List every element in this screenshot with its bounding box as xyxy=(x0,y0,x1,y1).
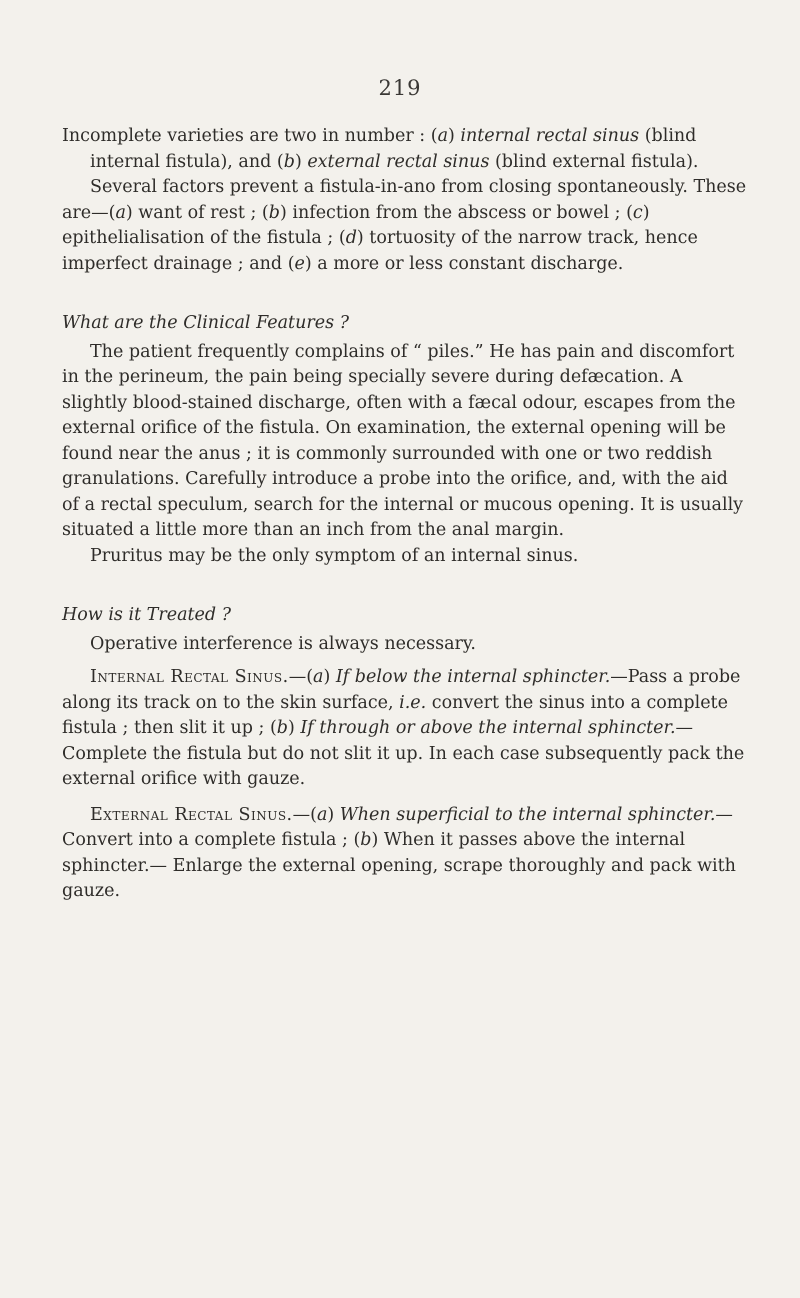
paragraph-clinical-features: The patient frequently complains of “ piles.” He has pain and discomfort in the perineum, the pain being specially severe during defæcation. A slightly blood-stained discharge, often with a fæcal odour, escapes from the external orifice of the fistula. On examination, the external opening will be found near the anus ; it is commonly surrounded with one or two reddish granulations. Carefully introduce a probe into the orifice, and, with the aid of a rectal speculum, search for the internal or mucous opening. It is usually situated a little more than an inch from the anal margin. xyxy=(62,341,744,540)
paragraph-factors: Several factors prevent a fistula-in-ano from closing spontaneously. These are—(a) want of rest ; (b) infection from the abscess or bowel ; (c) epithelialisation of the fistula ; (d) tortuosity of the narrow track, hence imperfect drainage ; and (e) a more or less constant discharge. xyxy=(62,177,747,274)
section-title-external-rectal-sinus: External Rectal Sinus. xyxy=(90,804,293,825)
page-body xyxy=(62,124,748,905)
paragraph-external-rectal-sinus: External Rectal Sinus.—(a) When superficial to the internal sphincter.—Convert into a complete fistula ; (b) When it passes above the internal sphincter.— Enlarge the external opening, scrape thoroughly and pack with gauze. xyxy=(62,804,736,901)
term-internal-rectal-sinus: internal rectal sinus xyxy=(460,126,640,146)
paragraph-incomplete-varieties: Incomplete varieties are two in number : (a) internal rectal sinus (blind internal fistula), and (b) external rectal sinus (blind external fistula). xyxy=(62,126,699,172)
paragraph-internal-rectal-sinus: Internal Rectal Sinus.—(a) If below the internal sphincter.—Pass a probe along its track on to the skin surface, i.e. convert the sinus into a complete fistula ; then slit it up ; (b) If through or above the internal sphincter.—Complete the fistula but do not slit it up. In each case subsequently pack the external orifice with gauze. xyxy=(62,667,745,789)
page-number: 219 xyxy=(378,76,422,100)
paragraph-operative: Operative interference is always necessary. xyxy=(90,633,476,654)
heading-treatment: How is it Treated ? xyxy=(62,605,232,625)
paragraph-pruritus: Pruritus may be the only symptom of an internal sinus. xyxy=(90,545,579,566)
heading-clinical-features: What are the Clinical Features ? xyxy=(62,313,349,333)
section-title-internal-rectal-sinus: Internal Rectal Sinus. xyxy=(90,667,289,687)
term-external-rectal-sinus: external rectal sinus xyxy=(307,151,490,172)
